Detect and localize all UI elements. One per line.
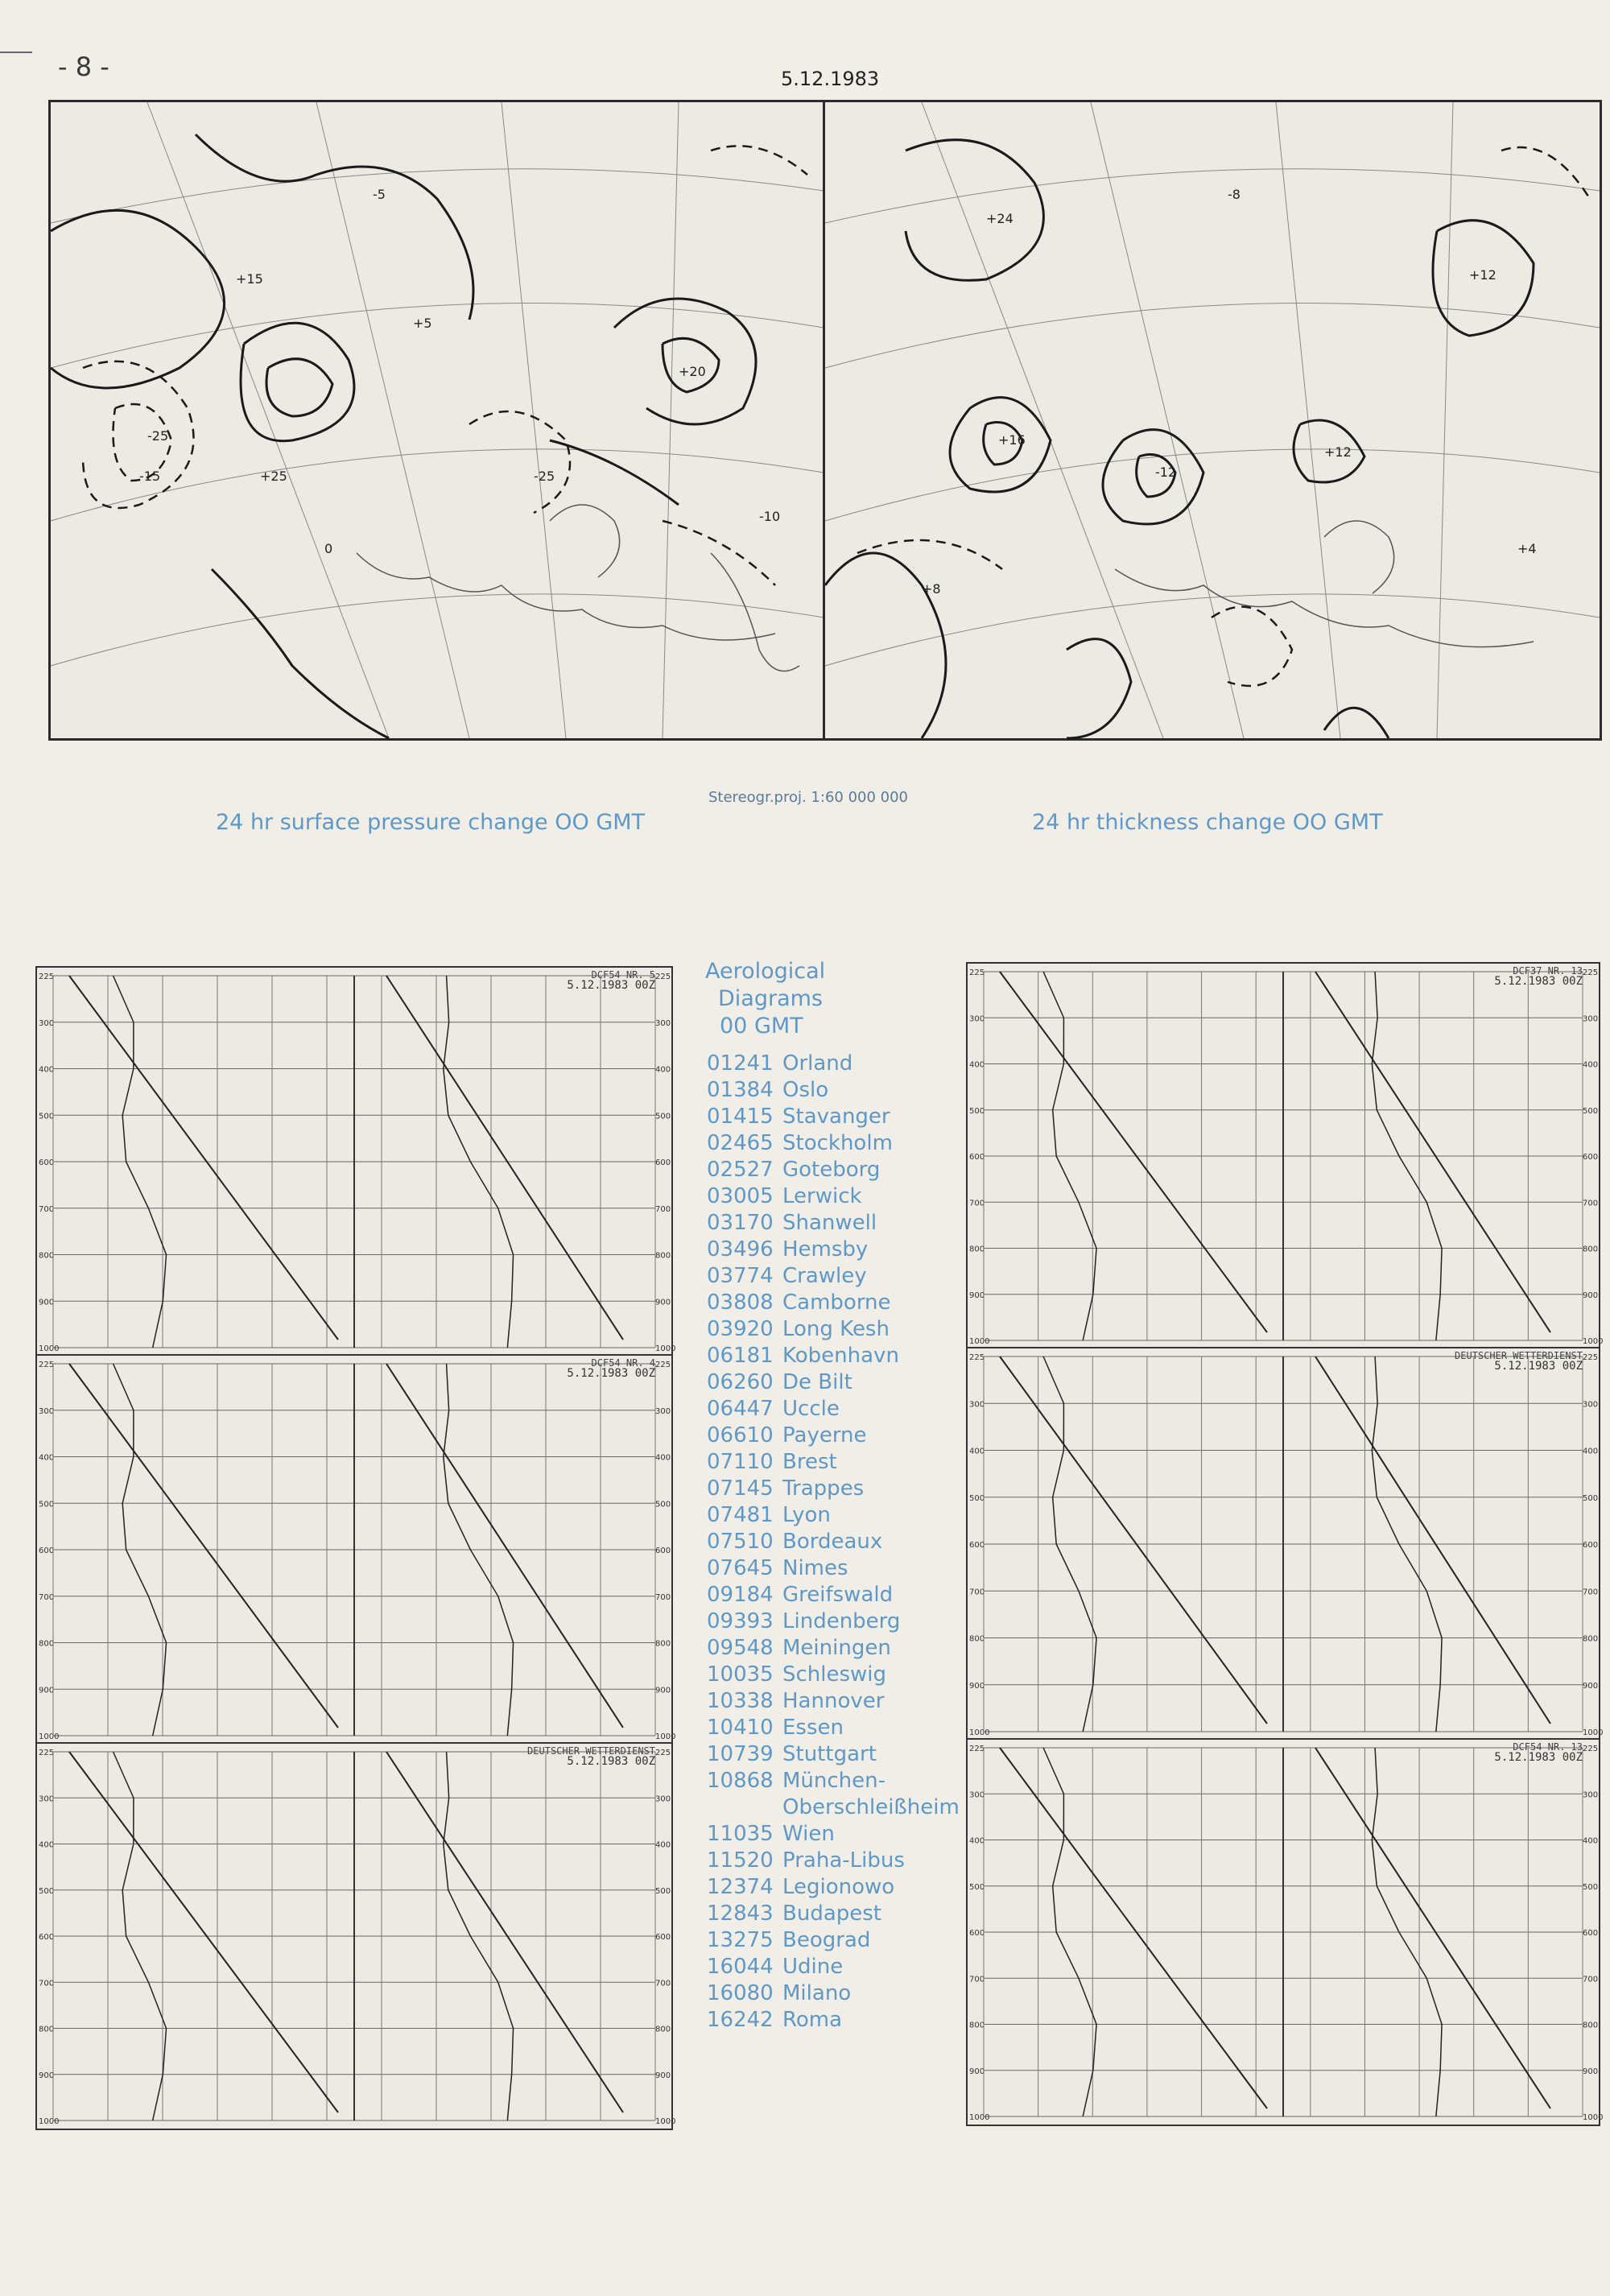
station-name: München-: [782, 1769, 886, 1793]
station-code: 12374: [707, 1875, 774, 1899]
station-name: Trappes: [782, 1476, 865, 1501]
pressure-label: 225: [969, 968, 985, 977]
station-code: 09184: [707, 1583, 774, 1607]
station-row: [707, 1104, 960, 1130]
station-name: Lindenberg: [782, 1609, 901, 1633]
svg-text:-25: -25: [147, 428, 169, 444]
station-code: 06610: [707, 1423, 774, 1447]
station-name: Hemsby: [782, 1237, 869, 1262]
diagram-grid: [37, 1356, 676, 1744]
pressure-label: 500: [969, 1106, 985, 1116]
pressure-label: 700: [1583, 1588, 1599, 1597]
station-row: [707, 1237, 960, 1263]
pressure-label: 500: [39, 1112, 55, 1121]
station-row: [707, 1210, 960, 1237]
station-row: [707, 1423, 960, 1449]
station-row: [707, 1369, 960, 1396]
station-code: 16080: [707, 1981, 774, 2005]
pressure-label: 700: [1583, 1199, 1599, 1208]
pressure-label: 600: [655, 1158, 671, 1167]
station-code: 10035: [707, 1662, 774, 1687]
station-code: 03920: [707, 1317, 774, 1341]
pressure-label: 800: [1583, 1634, 1599, 1644]
svg-text:+25: +25: [260, 469, 287, 484]
station-name: Bordeaux: [782, 1530, 883, 1554]
pressure-label: 700: [969, 1588, 985, 1597]
pressure-label: 1000: [1583, 2113, 1604, 2122]
station-row: [707, 1688, 960, 1715]
station-name: Payerne: [782, 1423, 867, 1447]
station-code: 03774: [707, 1264, 774, 1288]
adiabat-line: [69, 1752, 338, 2112]
diagram-grid: [968, 1740, 1604, 2125]
pressure-label: 400: [655, 1840, 671, 1850]
pressure-label: 300: [969, 1400, 985, 1410]
pressure-label: 225: [39, 972, 55, 981]
adiabat-line: [69, 976, 338, 1340]
svg-text:+15: +15: [236, 271, 263, 287]
station-code: 07481: [707, 1503, 774, 1527]
diagram-header: DCF54 NR. 4: [591, 1357, 655, 1369]
svg-text:+20: +20: [679, 364, 706, 379]
aerological-diagram-5: [966, 1347, 1604, 1741]
station-code: 07110: [707, 1450, 774, 1474]
pressure-label: 225: [1583, 968, 1599, 977]
pressure-label: 900: [39, 1298, 55, 1307]
pressure-label: 900: [655, 2071, 671, 2080]
svg-text:0: 0: [324, 541, 333, 556]
pressure-label: 900: [1583, 1290, 1599, 1300]
station-name: Kobenhavn: [782, 1344, 899, 1368]
station-name: Crawley: [782, 1264, 867, 1288]
pressure-label: 700: [655, 1592, 671, 1602]
adiabat-line: [386, 976, 623, 1340]
pressure-label: 300: [39, 1406, 55, 1416]
pressure-label: 300: [1583, 1014, 1599, 1024]
svg-text:+12: +12: [1469, 267, 1496, 283]
pressure-label: 800: [39, 1639, 55, 1649]
station-name: Greifswald: [782, 1583, 894, 1607]
pressure-label: 800: [39, 2025, 55, 2034]
pressure-label: 1000: [969, 1728, 990, 1737]
station-name: Stockholm: [782, 1131, 893, 1155]
station-row: [707, 1768, 960, 1794]
station-name: Stavanger: [782, 1105, 890, 1129]
left-map-caption: 24 hr surface pressure change OO GMT: [216, 810, 646, 835]
aerological-diagram-1: [35, 966, 676, 1357]
pressure-label: 800: [1583, 2021, 1599, 2030]
pressure-label: 600: [1583, 1541, 1599, 1550]
station-code: [707, 1794, 782, 1821]
aerological-diagram-2: [35, 1354, 676, 1745]
station-name: Roma: [782, 2008, 843, 2032]
station-code: 11035: [707, 1822, 774, 1846]
station-code: 06447: [707, 1397, 774, 1421]
pressure-label: 900: [39, 1686, 55, 1695]
station-row: [707, 1848, 960, 1874]
station-row: [707, 1077, 960, 1104]
pressure-label: 900: [1583, 1681, 1599, 1691]
pressure-label: 400: [655, 1065, 671, 1075]
pressure-label: 600: [655, 1933, 671, 1942]
pressure-label: 700: [969, 1975, 985, 1984]
page-number: - 8 -: [58, 52, 109, 82]
pressure-label: 500: [1583, 1882, 1599, 1892]
station-name: Budapest: [782, 1902, 881, 1926]
pressure-label: 800: [1583, 1245, 1599, 1254]
station-code: 11520: [707, 1848, 774, 1873]
station-row: [707, 1608, 960, 1635]
pressure-label: 600: [969, 1153, 985, 1162]
station-code: 02527: [707, 1158, 774, 1182]
station-list: [707, 1051, 960, 2034]
station-row: [707, 1290, 960, 1316]
station-row: [707, 1980, 960, 2007]
station-name: Udine: [782, 1955, 844, 1979]
station-code: 16242: [707, 2008, 774, 2032]
station-name: Nimes: [782, 1556, 848, 1580]
station-name: Milano: [782, 1981, 852, 2005]
svg-text:+5: +5: [413, 316, 432, 331]
margin-rule: [0, 52, 32, 53]
station-name: Goteborg: [782, 1158, 881, 1182]
station-code: 01384: [707, 1078, 774, 1102]
station-code: 06181: [707, 1344, 774, 1368]
station-name: Oslo: [782, 1078, 829, 1102]
station-name: Orland: [782, 1051, 853, 1076]
aerological-title: [705, 958, 825, 1040]
station-row: [707, 1715, 960, 1741]
diagram-date: 5.12.1983 00Z: [567, 1755, 655, 1768]
station-name: Lerwick: [782, 1184, 862, 1208]
station-code: 10868: [707, 1769, 774, 1793]
diagram-grid: [37, 1744, 676, 2129]
station-row: [707, 1396, 960, 1423]
pressure-label: 500: [969, 1882, 985, 1892]
pressure-label: 1000: [969, 2113, 990, 2122]
station-row: [707, 1555, 960, 1582]
station-name: Legionowo: [782, 1875, 895, 1899]
pressure-label: 1000: [969, 1337, 990, 1346]
pressure-label: 900: [655, 1298, 671, 1307]
pressure-label: 300: [655, 1018, 671, 1028]
station-row: [707, 1741, 960, 1768]
station-code: 13275: [707, 1928, 774, 1952]
pressure-label: 400: [969, 1836, 985, 1846]
station-name: Hannover: [782, 1689, 885, 1713]
projection-note: Stereogr.proj. 1:60 000 000: [708, 789, 909, 806]
pressure-label: 225: [655, 1361, 671, 1369]
station-row: [707, 2007, 960, 2034]
pressure-label: 400: [969, 1060, 985, 1070]
aerological-title-line3: 00 GMT: [720, 1014, 803, 1039]
pressure-label: 900: [969, 1681, 985, 1691]
pressure-label: 800: [969, 1634, 985, 1644]
pressure-label: 500: [39, 1886, 55, 1896]
pressure-label: 600: [39, 1158, 55, 1167]
pressure-label: 700: [39, 1204, 55, 1214]
pressure-label: 800: [969, 2021, 985, 2030]
adiabat-line: [1315, 1357, 1550, 1724]
pressure-label: 1000: [39, 1344, 60, 1353]
station-row: [707, 1582, 960, 1608]
pressure-label: 600: [1583, 1153, 1599, 1162]
pressure-label: 225: [39, 1749, 55, 1757]
pressure-label: 400: [655, 1453, 671, 1463]
pressure-label: 700: [969, 1199, 985, 1208]
station-name: Essen: [782, 1716, 844, 1740]
pressure-label: 225: [39, 1361, 55, 1369]
station-name: Oberschleißheim: [782, 1795, 960, 1819]
pressure-label: 1000: [655, 2117, 676, 2126]
pressure-label: 600: [39, 1933, 55, 1942]
pressure-label: 400: [39, 1453, 55, 1463]
pressure-label: 400: [1583, 1447, 1599, 1456]
svg-text:+12: +12: [1324, 444, 1352, 460]
diagram-date: 5.12.1983 00Z: [567, 1367, 655, 1380]
station-row: [707, 1662, 960, 1688]
pressure-label: 1000: [655, 1344, 676, 1353]
pressure-label: 225: [655, 972, 671, 981]
diagram-header: DCF54 NR. 5: [591, 969, 655, 981]
station-code: 07645: [707, 1556, 774, 1580]
adiabat-line: [1315, 1748, 1550, 2108]
pressure-label: 300: [39, 1018, 55, 1028]
station-code: 01415: [707, 1105, 774, 1129]
diagram-date: 5.12.1983 00Z: [1494, 975, 1583, 988]
station-name: Meiningen: [782, 1636, 891, 1660]
pressure-label: 500: [655, 1886, 671, 1896]
svg-text:-10: -10: [759, 509, 781, 524]
svg-text:-8: -8: [1228, 187, 1241, 202]
station-code: 12843: [707, 1902, 774, 1926]
pressure-label: 225: [969, 1353, 985, 1362]
adiabat-line: [1315, 972, 1550, 1332]
station-row: [707, 1343, 960, 1369]
station-name: Lyon: [782, 1503, 831, 1527]
svg-text:+4: +4: [1517, 541, 1537, 556]
pressure-label: 225: [655, 1749, 671, 1757]
aerological-diagram-4: [966, 962, 1604, 1350]
station-row: [707, 1130, 960, 1157]
station-code: 09393: [707, 1609, 774, 1633]
pressure-label: 300: [969, 1014, 985, 1024]
diagram-grid: [968, 1348, 1604, 1740]
station-code: 10338: [707, 1689, 774, 1713]
svg-text:-12: -12: [1155, 465, 1177, 480]
adiabat-line: [69, 1364, 338, 1728]
pressure-label: 500: [969, 1493, 985, 1503]
station-row: [707, 1927, 960, 1954]
pressure-label: 900: [39, 2071, 55, 2080]
diagram-date: 5.12.1983 00Z: [1494, 1751, 1583, 1764]
pressure-label: 400: [39, 1065, 55, 1075]
station-row: [707, 1449, 960, 1476]
station-row: [707, 1635, 960, 1662]
pressure-label: 600: [969, 1929, 985, 1938]
station-name: Wien: [782, 1822, 835, 1846]
station-row: [707, 1316, 960, 1343]
station-row: [707, 1263, 960, 1290]
station-code: 07145: [707, 1476, 774, 1501]
pressure-label: 400: [39, 1840, 55, 1850]
pressure-label: 225: [969, 1745, 985, 1753]
pressure-label: 600: [1583, 1929, 1599, 1938]
pressure-label: 225: [1583, 1353, 1599, 1362]
pressure-label: 800: [655, 2025, 671, 2034]
pressure-label: 500: [39, 1500, 55, 1509]
station-name: Shanwell: [782, 1211, 877, 1235]
station-name: Brest: [782, 1450, 837, 1474]
station-row: [707, 1794, 960, 1821]
station-code: 16044: [707, 1955, 774, 1979]
station-row: [707, 1874, 960, 1901]
station-row: [707, 1183, 960, 1210]
pressure-label: 900: [1583, 2067, 1599, 2076]
diagram-header: DEUTSCHER WETTERDIENST: [527, 1745, 655, 1757]
pressure-label: 600: [39, 1546, 55, 1555]
pressure-label: 800: [655, 1251, 671, 1261]
pressure-label: 700: [1583, 1975, 1599, 1984]
adiabat-line: [1000, 972, 1267, 1332]
station-code: 03496: [707, 1237, 774, 1262]
station-name: Long Kesh: [782, 1317, 890, 1341]
adiabat-line: [1000, 1748, 1267, 2108]
station-name: Beograd: [782, 1928, 871, 1952]
pressure-label: 1000: [1583, 1337, 1604, 1346]
station-code: 02465: [707, 1131, 774, 1155]
svg-text:+8: +8: [922, 581, 941, 597]
page-date: 5.12.1983: [781, 68, 880, 90]
aerological-diagram-3: [35, 1742, 676, 2130]
station-code: 03005: [707, 1184, 774, 1208]
pressure-label: 300: [655, 1406, 671, 1416]
station-code: 09548: [707, 1636, 774, 1660]
station-row: [707, 1157, 960, 1183]
pressure-label: 400: [969, 1447, 985, 1456]
svg-text:-25: -25: [534, 469, 555, 484]
pressure-label: 400: [1583, 1836, 1599, 1846]
pressure-label: 700: [655, 1204, 671, 1214]
pressure-label: 700: [39, 1979, 55, 1988]
station-row: [707, 1954, 960, 1980]
pressure-label: 1000: [39, 2117, 60, 2126]
right-map-caption: 24 hr thickness change OO GMT: [1032, 810, 1383, 835]
surface-pressure-change-map: [48, 100, 826, 741]
diagram-grid: [37, 968, 676, 1356]
pressure-map-graphic: [51, 102, 824, 738]
station-code: 03808: [707, 1290, 774, 1315]
pressure-label: 900: [655, 1686, 671, 1695]
pressure-label: 500: [655, 1112, 671, 1121]
station-code: 03170: [707, 1211, 774, 1235]
station-name: Praha-Libus: [782, 1848, 905, 1873]
diagram-header: DCF54 NR. 13: [1513, 1741, 1583, 1753]
adiabat-line: [386, 1752, 623, 2112]
svg-text:-5: -5: [373, 187, 386, 202]
pressure-label: 500: [1583, 1493, 1599, 1503]
diagram-grid: [968, 964, 1604, 1348]
pressure-label: 1000: [655, 1732, 676, 1741]
pressure-label: 800: [39, 1251, 55, 1261]
adiabat-line: [386, 1364, 623, 1728]
thickness-map-graphic: [825, 102, 1600, 738]
station-name: Uccle: [782, 1397, 840, 1421]
station-code: 07510: [707, 1530, 774, 1554]
pressure-label: 400: [1583, 1060, 1599, 1070]
pressure-label: 700: [39, 1592, 55, 1602]
station-row: [707, 1502, 960, 1529]
station-row: [707, 1529, 960, 1555]
diagram-date: 5.12.1983 00Z: [567, 979, 655, 992]
station-code: 06260: [707, 1370, 774, 1394]
station-row: [707, 1051, 960, 1077]
pressure-label: 500: [1583, 1106, 1599, 1116]
aerological-title-line2: Diagrams: [718, 986, 823, 1011]
svg-text:+24: +24: [986, 211, 1013, 226]
adiabat-line: [1000, 1357, 1267, 1724]
pressure-label: 600: [655, 1546, 671, 1555]
aerological-title-line1: Aerological: [705, 959, 826, 984]
station-name: De Bilt: [782, 1370, 852, 1394]
pressure-label: 1000: [1583, 1728, 1604, 1737]
pressure-label: 300: [1583, 1790, 1599, 1800]
pressure-label: 800: [969, 1245, 985, 1254]
svg-text:-15: -15: [139, 469, 161, 484]
station-name: Schleswig: [782, 1662, 887, 1687]
pressure-label: 300: [969, 1790, 985, 1800]
pressure-label: 1000: [39, 1732, 60, 1741]
pressure-label: 300: [39, 1794, 55, 1804]
pressure-label: 700: [655, 1979, 671, 1988]
station-row: [707, 1901, 960, 1927]
station-row: [707, 1476, 960, 1502]
pressure-label: 300: [655, 1794, 671, 1804]
diagram-header: DEUTSCHER WETTERDIENST: [1455, 1350, 1583, 1361]
pressure-label: 800: [655, 1639, 671, 1649]
pressure-label: 900: [969, 2067, 985, 2076]
station-code: 01241: [707, 1051, 774, 1076]
pressure-label: 300: [1583, 1400, 1599, 1410]
svg-text:+16: +16: [998, 432, 1026, 448]
station-code: 10410: [707, 1716, 774, 1740]
pressure-label: 600: [969, 1541, 985, 1550]
station-code: 10739: [707, 1742, 774, 1766]
station-name: Stuttgart: [782, 1742, 877, 1766]
pressure-label: 900: [969, 1290, 985, 1300]
station-name: Camborne: [782, 1290, 891, 1315]
pressure-label: 225: [1583, 1745, 1599, 1753]
pressure-label: 500: [655, 1500, 671, 1509]
diagram-header: DCF37 NR. 13: [1513, 965, 1583, 977]
thickness-change-map: [823, 100, 1602, 741]
aerological-diagram-6: [966, 1738, 1604, 2126]
diagram-date: 5.12.1983 00Z: [1494, 1360, 1583, 1373]
station-row: [707, 1821, 960, 1848]
